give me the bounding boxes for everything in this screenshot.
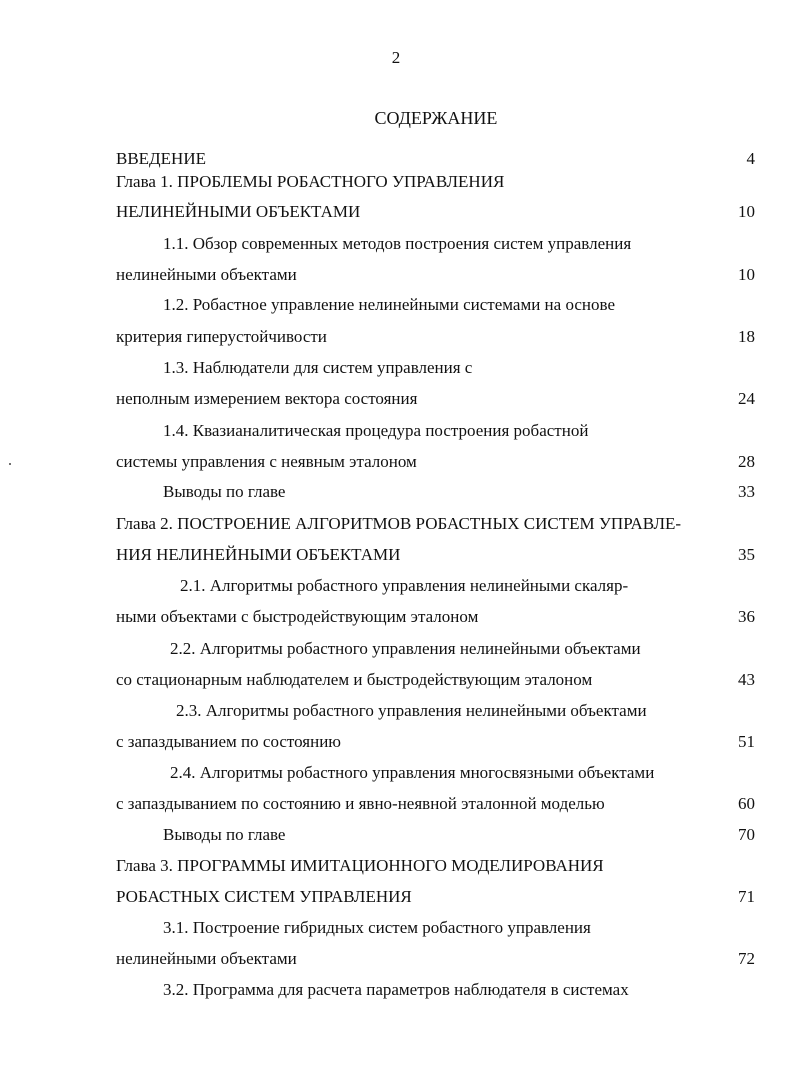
toc-title: СОДЕРЖАНИЕ xyxy=(374,108,498,128)
scan-speck xyxy=(9,463,11,465)
page-number: 2 xyxy=(391,48,401,67)
